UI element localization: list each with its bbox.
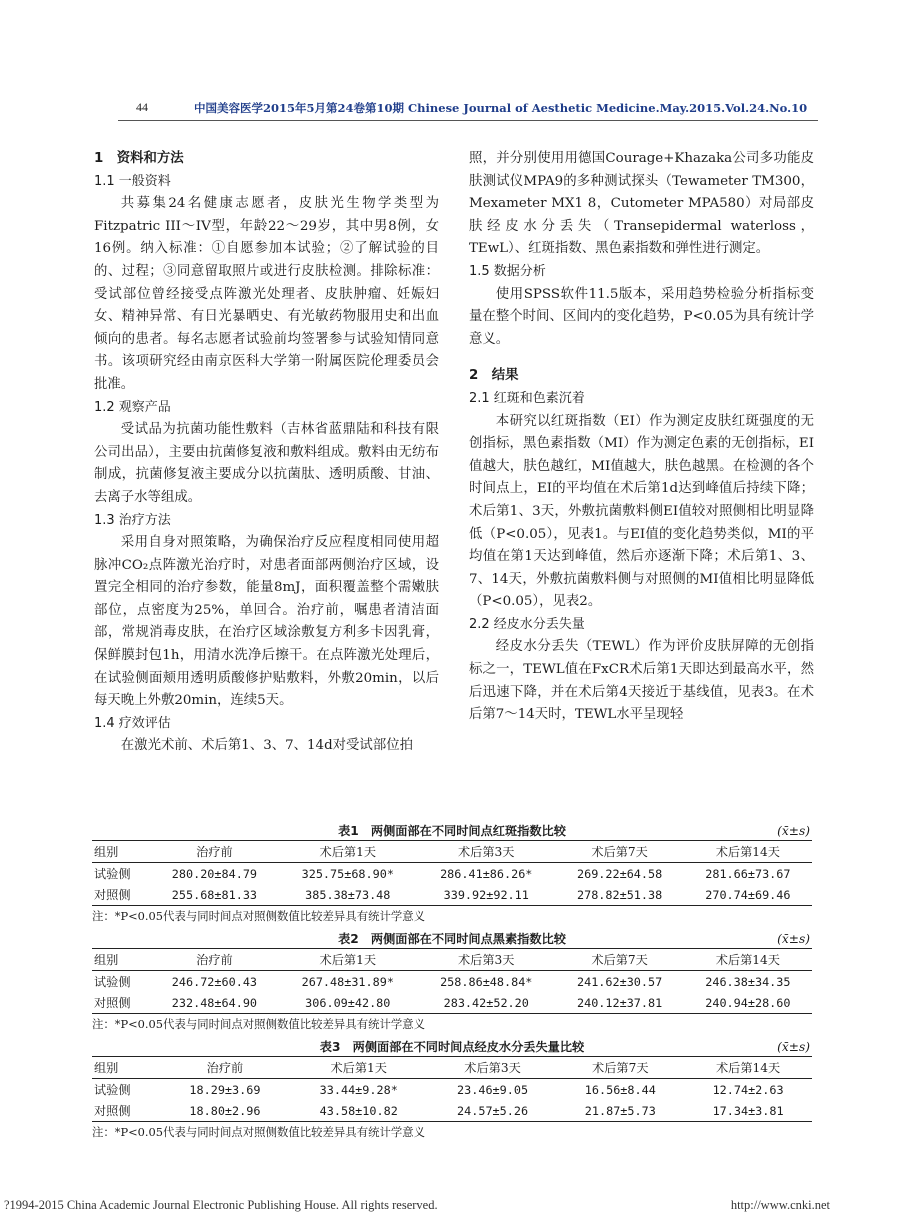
body-paragraph: 受试品为抗菌功能性敷料（吉林省蓝鼎陆和科技有限公司出品），主要由抗菌修复液和敷料组成。敷料由无纺布制成，抗菌修复液主要成分以抗菌肽、透明质酸、甘油、去离子水等组成。 <box>94 422 439 505</box>
table-cell: 18.80±2.96 <box>161 1100 289 1122</box>
table-note: 注：*P<0.05代表与同时间点对照侧数值比较差异具有统计学意义 <box>92 1125 426 1139</box>
table-header-cell: 治疗前 <box>150 949 278 971</box>
site-url: http://www.cnki.net <box>730 1198 830 1212</box>
table-row <box>92 884 812 906</box>
table-header-cell: 术后第7天 <box>555 841 683 863</box>
copyright-notice: ?1994-2015 China Academic Journal Electronic Publishing House. All rights reserved. <box>4 1198 438 1212</box>
table <box>92 840 812 906</box>
table-header-cell: 术后第7天 <box>555 949 683 971</box>
table-cell: 43.58±10.82 <box>289 1100 429 1122</box>
body-paragraph: 经皮水分丢失（TEWL）作为评价皮肤屏障的无创指标之一，TEWL值在FxCR术后第1天即达到最高水平，然后迅速下降，并在术后第4天接近于基线值，见表3。在术后第7～14天时，TEWL水平呈现轻 <box>469 639 814 723</box>
table-row <box>92 992 812 1014</box>
section-heading: 1 资料和方法 <box>94 151 184 166</box>
table-cell: 240.94±28.60 <box>684 992 812 1014</box>
subsection-heading: 1.4 疗效评估 <box>94 715 171 731</box>
table-cell: 24.57±5.26 <box>429 1100 557 1122</box>
table-cell: 267.48±31.89* <box>301 974 394 989</box>
table-cell: 232.48±64.90 <box>150 992 278 1014</box>
table-title-text: 表2 两侧面部在不同时间点黑素指数比较 <box>338 932 566 946</box>
table-row <box>92 863 812 885</box>
table-cell: 278.82±51.38 <box>555 884 683 906</box>
table-cell: 286.41±86.26* <box>440 866 533 881</box>
table-header-cell: 术后第3天 <box>429 1057 557 1079</box>
running-header <box>118 98 818 121</box>
table-cell: 21.87±5.73 <box>556 1100 684 1122</box>
table-header-cell: 组别 <box>92 949 150 971</box>
table-cell: 18.29±3.69 <box>189 1082 261 1097</box>
body-paragraph: 照，并分别使用用德国Courage+Khazaka公司多功能皮肤测试仪MPA9的多种测试探头（Tewameter TM300，Mexameter MX1 8，Cutometer MPA580）对局部皮肤经皮水分丢失（Transepidermal waterloss，TEwL）、红斑指数、黑色素指数和弹性进行测定。 <box>469 151 814 257</box>
body-paragraph: 采用自身对照策略，为确保治疗反应程度相同使用超脉冲CO₂点阵激光治疗时，对患者面部两侧治疗区域，设置完全相同的治疗参数，能量8mJ，面积覆盖整个需嫩肤部位，点密度为25%，单回合。治疗前，嘱患者清洁面部，常规消毒皮肤，在治疗区域涂敷复方利多卡因乳膏，保鲜膜封包1h，用清水洗净后擦干。在点阵激光处理后，在试验侧面颊用透明质酸修护贴敷料，外敷20min，以后每天晚上外敷20min，连续5天。 <box>94 535 439 709</box>
subsection-heading: 2.1 红斑和色素沉着 <box>469 390 585 406</box>
table <box>92 1056 812 1122</box>
table-header-cell: 术后第14天 <box>684 841 812 863</box>
table-cell: 325.75±68.90* <box>301 866 394 881</box>
table-title-text: 表3 两侧面部在不同时间点经皮水分丢失量比较 <box>319 1040 585 1054</box>
table-cell: 16.56±8.44 <box>584 1082 656 1097</box>
page-footer <box>0 1196 900 1216</box>
table-row <box>92 1079 812 1101</box>
table-cell: 255.68±81.33 <box>150 884 278 906</box>
table-header-cell: 组别 <box>92 841 150 863</box>
table <box>92 948 812 1014</box>
table-note: 注：*P<0.05代表与同时间点对照侧数值比较差异具有统计学意义 <box>92 909 426 923</box>
table-cell: 试验侧 <box>94 1083 131 1097</box>
right-column <box>469 148 814 727</box>
table-cell: 对照侧 <box>92 992 150 1014</box>
table-cell: 270.74±69.46 <box>684 884 812 906</box>
subsection-heading: 1.1 一般资料 <box>94 173 171 189</box>
table-row <box>92 971 812 993</box>
table-cell: 246.72±60.43 <box>171 974 258 989</box>
table-header-cell: 术后第14天 <box>684 1057 812 1079</box>
table-cell: 23.46±9.05 <box>457 1082 529 1097</box>
journal-info: 中国美容医学2015年5月第24卷第10期 Chinese Journal of Aesthetic Medicine.May.2015.Vol.24.No.10 <box>194 101 808 115</box>
table-unit: (x̄±s) <box>777 932 810 946</box>
table-title <box>92 822 812 840</box>
table-cell: 对照侧 <box>92 884 150 906</box>
subsection-heading: 1.3 治疗方法 <box>94 512 171 528</box>
table-cell: 306.09±42.80 <box>279 992 417 1014</box>
table-title <box>92 1038 812 1056</box>
subsection-heading: 1.5 数据分析 <box>469 263 546 279</box>
table-cell: 269.22±64.58 <box>576 866 663 881</box>
table-cell: 33.44±9.28* <box>319 1082 398 1097</box>
body-paragraph: 共募集24名健康志愿者，皮肤光生物学类型为Fitzpatric III～IV型，年龄22～29岁，其中男8例，女16例。纳入标准：①自愿参加本试验；②了解试验的目的、过程；③同意留取照片或进行皮肤检测。排除标准：受试部位曾经接受点阵激光处理者、皮肤肿瘤、妊娠妇女、精神异常、有日光暴晒史、有光敏药物服用史和出血倾向的患者。每名志愿者试验前均签署参与试验知情同意书。该项研究经由南京医科大学第一附属医院伦理委员会批准。 <box>94 196 439 392</box>
table-cell: 281.66±73.67 <box>705 866 791 881</box>
table-title-text: 表1 两侧面部在不同时间点红斑指数比较 <box>338 824 566 838</box>
table-cell: 241.62±30.57 <box>576 974 663 989</box>
table-header-cell: 术后第7天 <box>556 1057 684 1079</box>
tables-section <box>92 822 812 1146</box>
table-cell: 17.34±3.81 <box>684 1100 812 1122</box>
data-table-1 <box>92 822 812 924</box>
table-note: 注：*P<0.05代表与同时间点对照侧数值比较差异具有统计学意义 <box>92 1017 426 1031</box>
data-table-3 <box>92 1038 812 1140</box>
page-number: 44 <box>136 100 148 114</box>
subsection-heading: 1.2 观察产品 <box>94 399 171 415</box>
table-cell: 240.12±37.81 <box>555 992 683 1014</box>
table-unit: (x̄±s) <box>777 1040 810 1054</box>
table-header-cell: 术后第1天 <box>289 1057 429 1079</box>
table-unit: (x̄±s) <box>777 824 810 838</box>
body-paragraph: 使用SPSS软件11.5版本，采用趋势检验分析指标变量在整个时间、区间内的变化趋势，P<0.05为具有统计学意义。 <box>469 286 814 347</box>
table-header-cell: 治疗前 <box>161 1057 289 1079</box>
table-header-cell: 组别 <box>92 1057 161 1079</box>
table-cell: 12.74±2.63 <box>712 1082 784 1097</box>
table-row <box>92 1100 812 1122</box>
section-heading: 2 结果 <box>469 368 519 384</box>
table-cell: 283.42±52.20 <box>417 992 555 1014</box>
table-header-cell: 治疗前 <box>150 841 278 863</box>
table-cell: 试验侧 <box>94 867 131 881</box>
table-cell: 试验侧 <box>94 975 131 989</box>
table-cell: 246.38±34.35 <box>705 974 791 989</box>
left-column <box>94 148 439 758</box>
table-cell: 385.38±73.48 <box>279 884 417 906</box>
section-gap <box>469 351 814 365</box>
table-cell: 339.92±92.11 <box>417 884 555 906</box>
table-cell: 280.20±84.79 <box>171 866 258 881</box>
table-cell: 258.86±48.84* <box>440 974 533 989</box>
table-cell: 对照侧 <box>92 1100 161 1122</box>
table-header-cell: 术后第1天 <box>279 949 417 971</box>
table-header-cell: 术后第3天 <box>417 949 555 971</box>
body-paragraph: 在激光术前、术后第1、3、7、14d对受试部位拍 <box>120 738 413 754</box>
table-header-cell: 术后第3天 <box>417 841 555 863</box>
body-paragraph: 本研究以红斑指数（EI）作为测定皮肤红斑强度的无创指标，黑色素指数（MI）作为测定色素的无创指标，EI值越大，肤色越红，MI值越大，肤色越黑。在检测的各个时间点上，EI的平均值在术后第1d达到峰值后持续下降；术后第1、3天，外敷抗菌敷料侧EI值较对照侧相比明显降低（P<0.05），见表1。与EI值的变化趋势类似，MI的平均值在第1天达到峰值，然后亦逐渐下降；术后第1、3、7、14天，外敷抗菌敷料侧与对照侧的MI值相比明显降低（P<0.05），见表2。 <box>469 413 814 610</box>
subsection-heading: 2.2 经皮水分丢失量 <box>469 616 585 632</box>
table-header-cell: 术后第1天 <box>279 841 417 863</box>
table-header-cell: 术后第14天 <box>684 949 812 971</box>
table-title <box>92 930 812 948</box>
data-table-2 <box>92 930 812 1032</box>
